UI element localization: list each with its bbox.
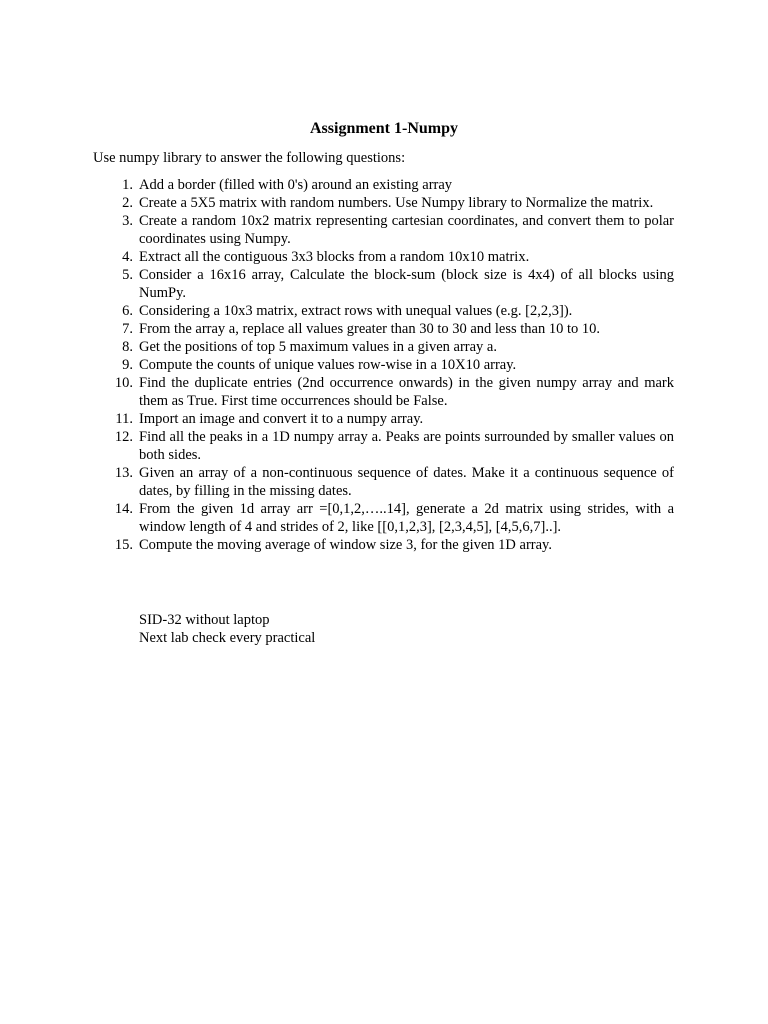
question-number: 2. <box>122 195 133 211</box>
question-number: 4. <box>122 249 133 265</box>
question-number: 11. <box>115 411 133 427</box>
question-item <box>115 410 674 428</box>
question-item <box>114 464 674 500</box>
question-number: 1. <box>122 177 133 193</box>
question-text: Create a 5X5 matrix with random numbers. Use Numpy library to Normalize the matrix. <box>139 195 654 211</box>
question-text: Considering a 10x3 matrix, extract rows with unequal values (e.g. [2,2,3]). <box>139 303 573 319</box>
question-number: 9. <box>122 357 133 373</box>
question-item <box>122 248 674 266</box>
question-text: From the array a, replace all values greater than 30 to 30 and less than 10 to 10. <box>139 321 601 337</box>
question-number: 14. <box>114 501 133 517</box>
intro-text: Use numpy library to answer the following questions: <box>93 150 406 166</box>
question-number: 3. <box>122 213 133 229</box>
question-number: 7. <box>122 321 133 337</box>
question-item <box>122 356 674 374</box>
question-text: Create a random 10x2 matrix representing cartesian coordinates, and convert them to polar coordinates using Numpy. <box>139 213 674 247</box>
note-line: SID-32 without laptop <box>139 612 270 628</box>
question-list <box>114 176 674 554</box>
question-text: Find the duplicate entries (2nd occurrence onwards) in the given numpy array and mark them as True. First time occurrences should be False. <box>139 375 674 409</box>
question-number: 12. <box>114 429 133 445</box>
question-item <box>114 374 674 410</box>
question-number: 15. <box>114 537 133 553</box>
question-text: Extract all the contiguous 3x3 blocks from a random 10x10 matrix. <box>139 249 530 265</box>
question-item <box>122 338 674 356</box>
question-text: Get the positions of top 5 maximum values in a given array a. <box>139 339 497 355</box>
question-text: Add a border (filled with 0's) around an existing array <box>139 177 453 193</box>
question-number: 8. <box>122 339 133 355</box>
question-item <box>114 536 674 554</box>
question-item <box>114 500 674 536</box>
question-text: From the given 1d array arr =[0,1,2,…..14], generate a 2d matrix using strides, with a window length of 4 and strides of 2, like [[0,1,2,3], [2,3,4,5], [4,5,6,7]..]. <box>139 501 674 535</box>
question-text: Import an image and convert it to a numpy array. <box>139 411 424 427</box>
question-item <box>122 176 674 194</box>
question-number: 5. <box>122 267 133 283</box>
question-text: Consider a 16x16 array, Calculate the block-sum (block size is 4x4) of all blocks using NumPy. <box>139 267 674 301</box>
question-item <box>114 428 674 464</box>
handwritten-notes <box>139 611 315 647</box>
note-line: Next lab check every practical <box>139 630 316 646</box>
question-item <box>122 320 674 338</box>
question-item <box>122 194 674 212</box>
question-item <box>122 266 674 302</box>
question-item <box>122 302 674 320</box>
question-text: Given an array of a non-continuous sequence of dates. Make it a continuous sequence of dates, by filling in the missing dates. <box>139 465 674 499</box>
question-text: Compute the moving average of window size 3, for the given 1D array. <box>139 537 552 553</box>
question-number: 6. <box>122 303 133 319</box>
question-item <box>122 212 674 248</box>
question-number: 10. <box>114 375 133 391</box>
question-number: 13. <box>114 465 133 481</box>
document-title: Assignment 1-Numpy <box>309 120 458 137</box>
question-text: Find all the peaks in a 1D numpy array a. Peaks are points surrounded by smaller values on both sides. <box>139 429 674 463</box>
question-text: Compute the counts of unique values row-wise in a 10X10 array. <box>139 357 517 373</box>
